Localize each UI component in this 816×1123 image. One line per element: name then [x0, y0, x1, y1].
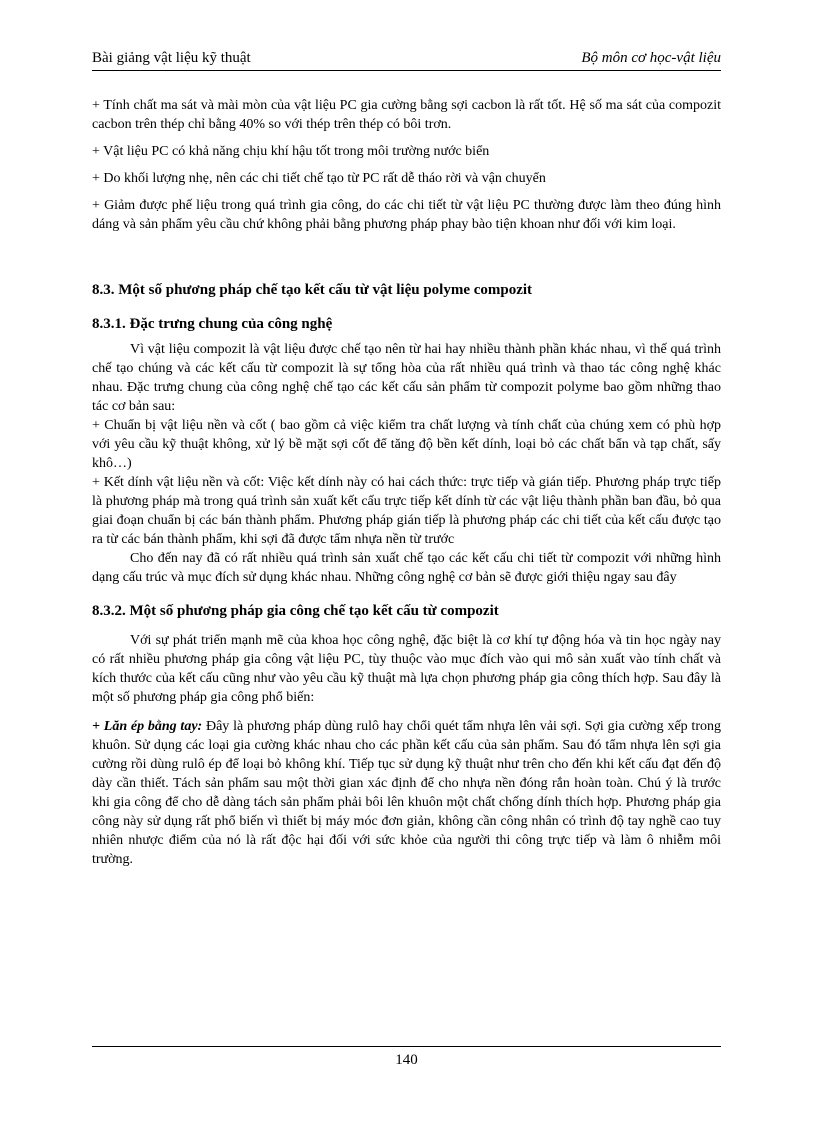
method-name: Lăn ép bằng tay:: [103, 719, 203, 734]
section-8-3-1-intro: Vì vật liệu compozit là vật liệu được chế tạo nên từ hai hay nhiều thành phần khác nhau, vì thế quá trình chế tạo chúng và các kết cấu từ compozit là sự tổng hòa của rất nhiều quá trình và thao tác công nghệ khác nhau. Đặc trưng chung của công nghệ chế tạo các kết cấu sản phẩm từ compozit polyme bao gồm những thao tác cơ bản sau:: [92, 342, 721, 414]
section-8-3-heading: 8.3. Một số phương pháp chế tạo kết cấu từ vật liệu polyme compozit: [92, 282, 533, 298]
bullet-transport: + Do khối lượng nhẹ, nên các chi tiết chế tạo từ PC rất dễ tháo rời và vận chuyển: [92, 171, 546, 186]
footer-rule: [92, 1046, 721, 1047]
header-course-title: Bài giảng vật liệu kỹ thuật: [92, 50, 251, 66]
page-body: [92, 96, 721, 869]
page-number: 140: [395, 1052, 418, 1068]
section-8-3-1-heading: 8.3.1. Đặc trưng chung của công nghệ: [92, 316, 333, 332]
section-8-3-2-heading: 8.3.2. Một số phương pháp gia công chế tạo kết cấu từ compozit: [92, 603, 499, 619]
page-header: [92, 50, 721, 71]
section-8-3-2-intro: Với sự phát triển mạnh mẽ của khoa học công nghệ, đặc biệt là cơ khí tự động hóa và tin học ngày nay có rất nhiều phương pháp gia công vật liệu PC, tùy thuộc vào mục đích vào qui mô sản xuất vào tính chất và kích thước của kết cấu cũng như vào yêu cầu kỹ thuật mà lựa chọn phương pháp gia công thích hợp. Sau đây là một số phương pháp gia công phổ biến:: [92, 633, 721, 705]
section-8-3-1-item-prepare: + Chuẩn bị vật liệu nền và cốt ( bao gồm cả việc kiểm tra chất lượng và tính chất của chúng xem có phù hợp với yêu cầu kỹ thuật không, xử lý bề mặt sợi cốt để tăng độ bền kết dính, loại bỏ các chất bẩn và tạp chất, sấy khô…): [92, 418, 721, 471]
section-8-3-1-item-bonding: + Kết dính vật liệu nền và cốt: Việc kết dính này có hai cách thức: trực tiếp và gián tiếp. Phương pháp trực tiếp là phương pháp mà trong quá trình sản xuất kết cấu trực tiếp kết dính từ các vật liệu thành phần ban đầu, bỏ qua giai đoạn chuẩn bị các bán thành phẩm. Phương pháp gián tiếp là phương pháp các chi tiết của kết cấu được tạo ra từ các bán thành phẩm, khi sợi đã được tẩm nhựa nền từ trước: [92, 475, 721, 547]
method-prefix: +: [92, 719, 104, 734]
bullet-waste: + Giảm được phế liệu trong quá trình gia công, do các chi tiết từ vật liệu PC thường được làm theo đúng hình dáng và sản phẩm yêu cầu chứ không phải bằng phương pháp phay bào tiện khoan như đối với kim loại.: [92, 198, 721, 232]
method-hand-layup: [92, 717, 721, 869]
bullet-climate: + Vật liệu PC có khả năng chịu khí hậu tốt trong môi trường nước biển: [92, 144, 490, 159]
method-description: Đây là phương pháp dùng rulô hay chổi quét tẩm nhựa lên vải sợi. Sợi gia cường xếp trong khuôn. Sử dụng các loại gia cường khác nhau cho các phần kết cấu của sản phẩm. Sau đó tẩm nhựa lên sợi gia cường rồi dùng rulô ép để loại bỏ không khí. Tiếp tục sử dụng kỹ thuật như trên cho đến khi kết cấu đạt đến độ dày cần thiết. Tách sản phẩm sau một thời gian xác định để cho nhựa nền đóng rắn hoàn toàn. Chú ý là trước khi gia công để cho dễ dàng tách sản phẩm phải bôi lên khuôn một chất chống dính thích hợp. Phương pháp gia công này sử dụng rất phổ biến vì thiết bị máy móc đơn giản, không cần công nhân có trình độ tay nghề cao tuy nhiên nhược điểm của nó là rất độc hại đối với sức khỏe của người thi công trực tiếp và làm ô nhiễm môi trường.: [92, 719, 721, 867]
section-8-3-1-closing: Cho đến nay đã có rất nhiều quá trình sản xuất chế tạo các kết cấu chi tiết từ compozit với những hình dạng cấu trúc và mục đích sử dụng khác nhau. Những công nghệ cơ bản sẽ được giới thiệu ngay sau đây: [92, 551, 721, 585]
header-department: Bộ môn cơ học-vật liệu: [581, 50, 721, 66]
bullet-friction: + Tính chất ma sát và mài mòn của vật liệu PC gia cường bằng sợi cacbon là rất tốt. Hệ số ma sát của compozit cacbon trên thép chỉ bằng 40% so với thép trên thép có bôi trơn.: [92, 98, 721, 132]
